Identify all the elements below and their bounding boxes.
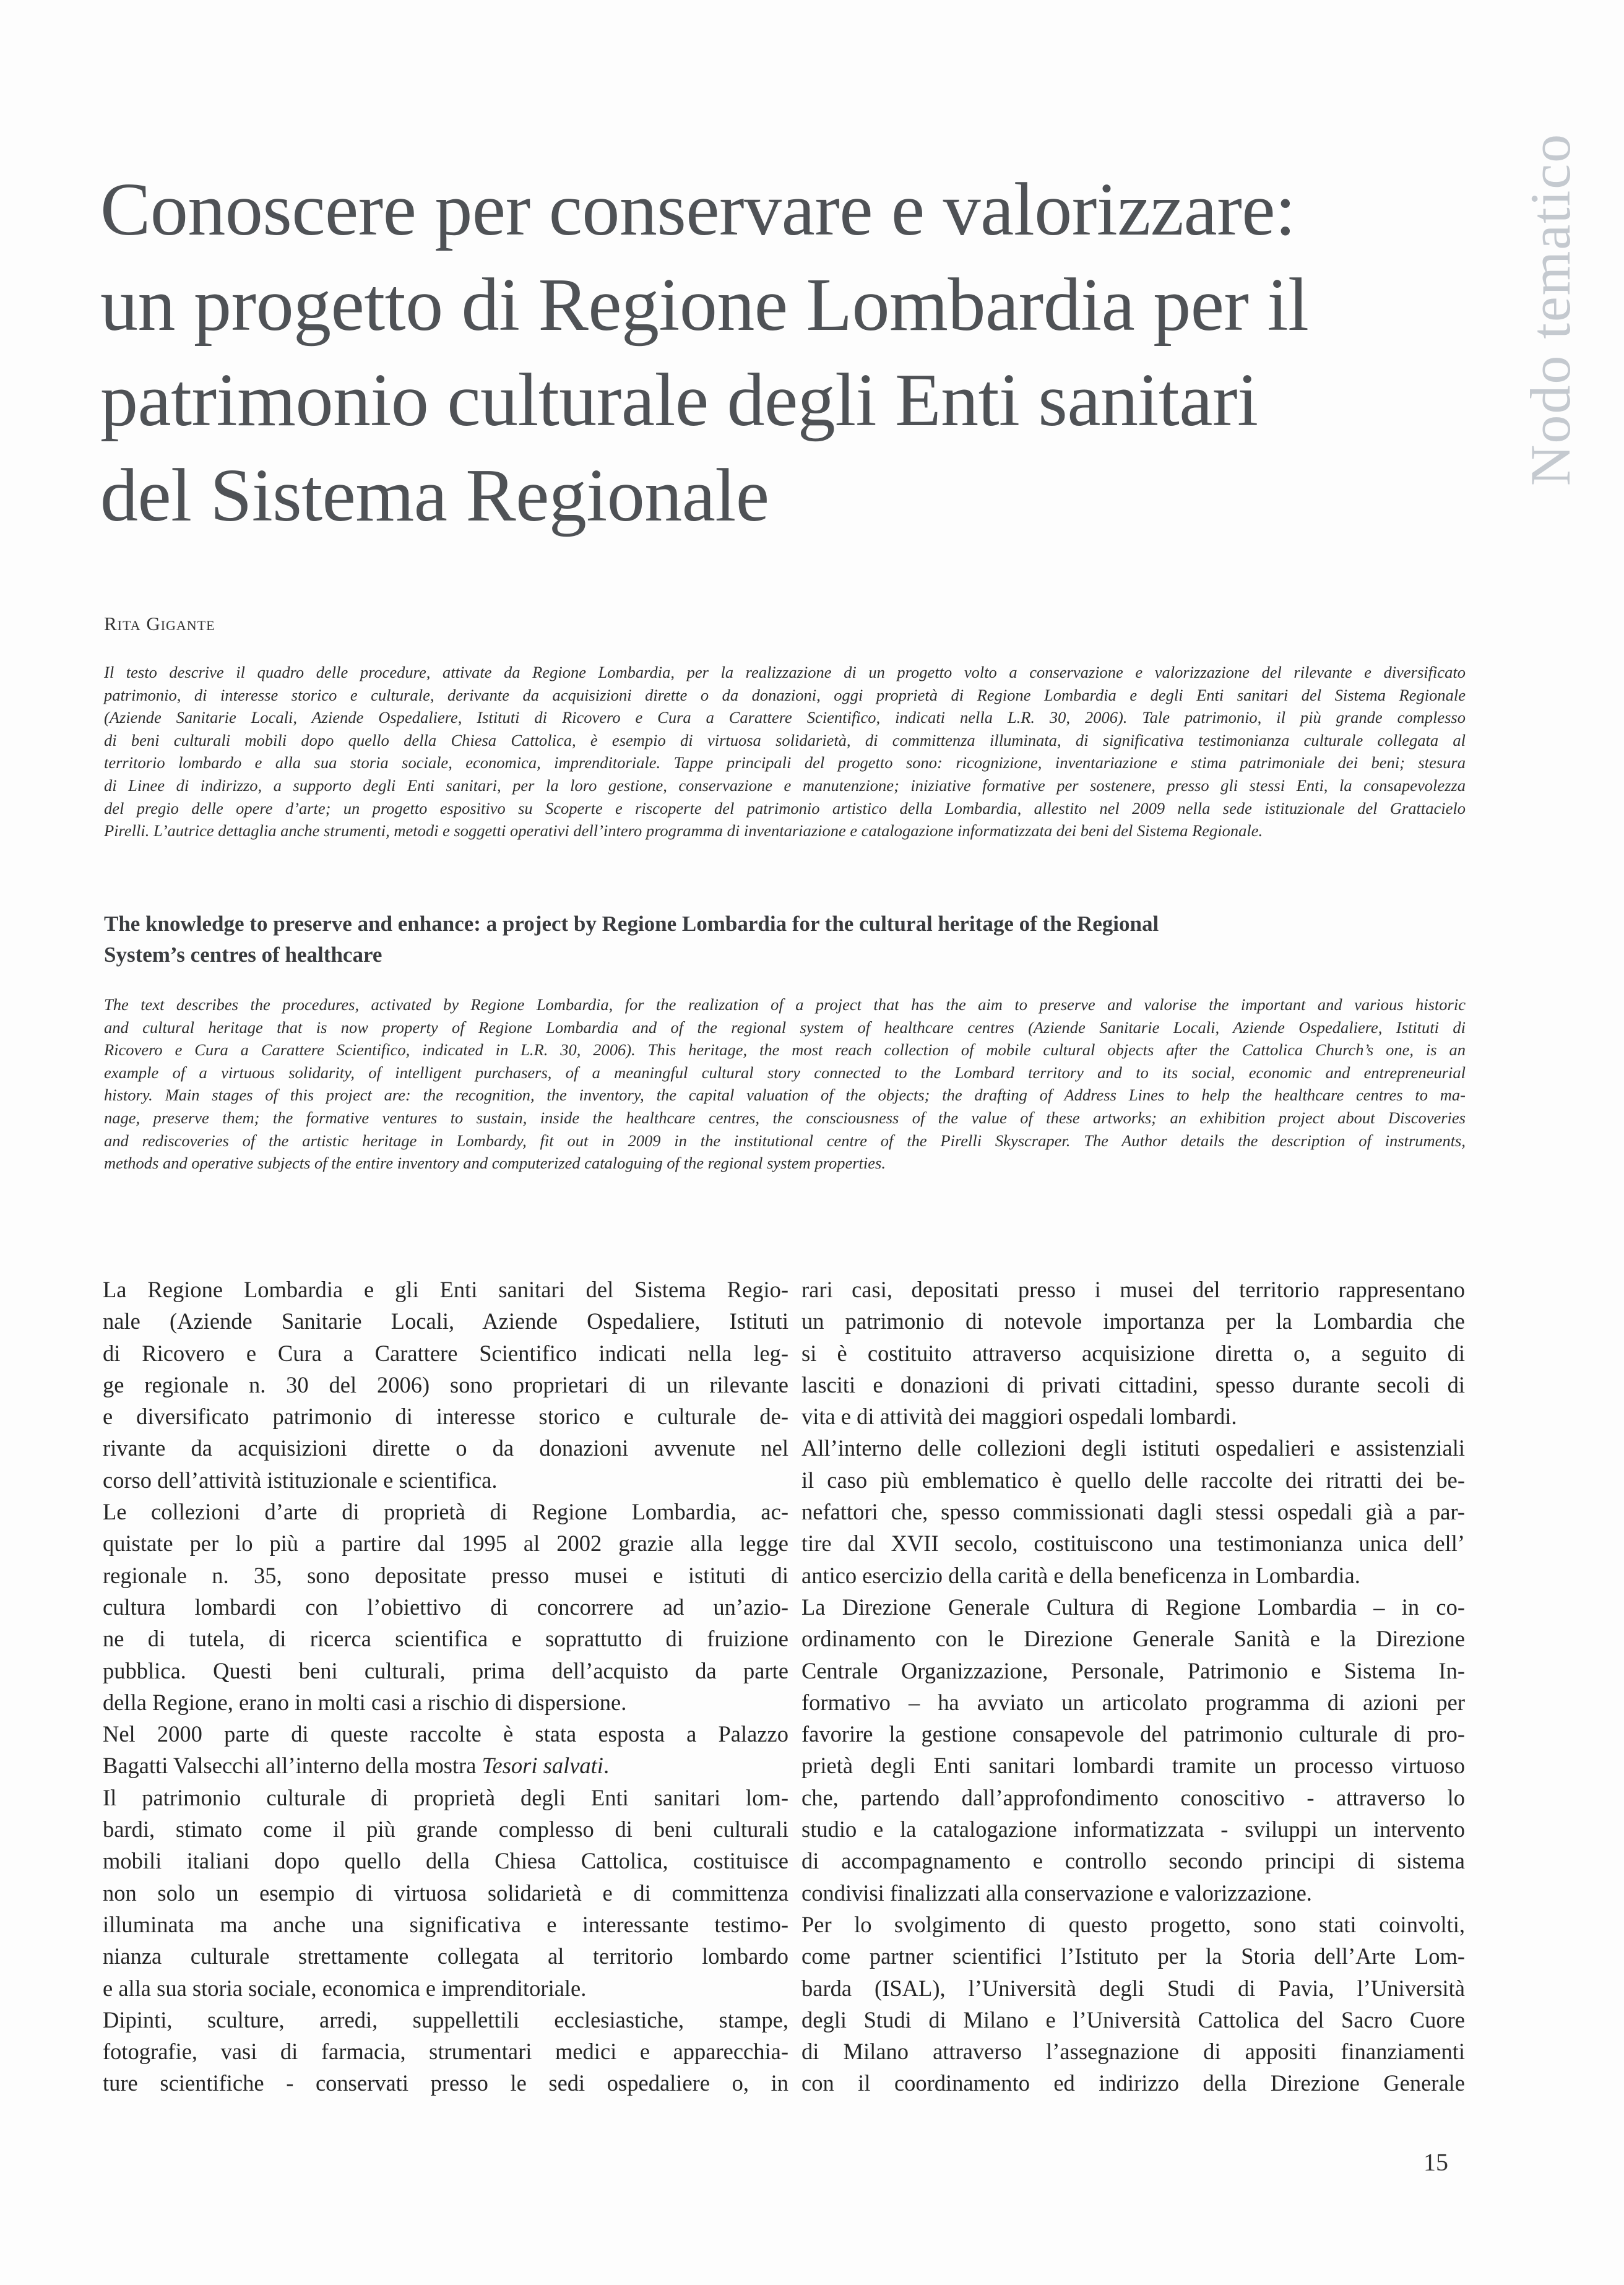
body-line bbox=[103, 1687, 788, 1718]
body-text: regionale n. 35, sono depositate presso musei e istituti di bbox=[103, 1562, 788, 1588]
body-line bbox=[801, 1813, 1465, 1845]
body-text: antico esercizio della carità e della beneficenza in Lombardia. bbox=[801, 1562, 1360, 1588]
body-text: nianza culturale strettamente collegata al territorio lombardo bbox=[103, 1943, 788, 1969]
body-line bbox=[801, 1750, 1465, 1781]
english-title bbox=[104, 909, 1466, 970]
body-line bbox=[801, 1687, 1465, 1718]
abstract-italian bbox=[104, 661, 1466, 842]
abstract-line: di Linee di indirizzo, a supporto degli Enti sanitari, per la loro gestione, conservazione e manutenzione; iniziative formative per sostenere, presso gli stessi Enti, la consapevolezza bbox=[104, 775, 1466, 795]
body-text: ture scientifiche - conservati presso le sedi ospedaliere o, in bbox=[103, 2070, 788, 2096]
section-tab-label: Nodo tematico bbox=[1519, 132, 1582, 486]
body-line bbox=[801, 1401, 1465, 1432]
title-line: patrimonio culturale degli Enti sanitari bbox=[100, 358, 1258, 442]
body-text: condivisi finalizzati alla conservazione e valorizzazione. bbox=[801, 1880, 1312, 1906]
title-line: un progetto di Regione Lombardia per il bbox=[100, 263, 1309, 347]
body-line bbox=[103, 2004, 788, 2036]
body-line bbox=[801, 1972, 1465, 2004]
abstract-line: Pirelli. L’autrice dettaglia anche strumenti, metodi e soggetti operativi dell’intero programma di inventariazione e catalogazione informatizzata dei beni del Sistema Regionale. bbox=[104, 821, 1263, 840]
body-text: nale (Aziende Sanitarie Locali, Aziende Ospedaliere, Istituti bbox=[103, 1308, 788, 1334]
body-text: rivante da acquisizioni dirette o da donazioni avvenute nel bbox=[103, 1435, 788, 1461]
body-line bbox=[801, 1464, 1465, 1496]
body-text: All’interno delle collezioni degli istituti ospedalieri e assistenziali bbox=[801, 1435, 1465, 1461]
body-text: La Direzione Generale Cultura di Regione Lombardia – in co- bbox=[801, 1594, 1465, 1620]
body-line bbox=[103, 2036, 788, 2067]
body-line bbox=[103, 1845, 788, 1877]
body-line bbox=[103, 1496, 788, 1527]
body-line bbox=[103, 1401, 788, 1432]
abstract-line: and cultural heritage that is now property of Regione Lombardia and of the regional system of healthcare centres (Aziende Sanitarie Locali, Aziende Ospedaliere, Istituti di bbox=[104, 1017, 1466, 1037]
body-text: di accompagnamento e controllo secondo principi di sistema bbox=[801, 1848, 1465, 1874]
body-line bbox=[103, 1718, 788, 1750]
body-line bbox=[103, 1464, 788, 1496]
abstract-line: The text describes the procedures, activated by Regione Lombardia, for the realization of a project that has the aim to preserve and valorise the important and various historic bbox=[104, 995, 1466, 1014]
abstract-line: del pregio delle opere d’arte; un progetto espositivo su Scoperte e riscoperte del patrimonio artistico della Lombardia, allestito nel 2009 nella sede istituzionale del Grattacielo bbox=[104, 798, 1466, 818]
body-text: e alla sua storia sociale, economica e imprenditoriale. bbox=[103, 1975, 587, 2001]
body-text: Nel 2000 parte di queste raccolte è stata esposta a Palazzo bbox=[103, 1721, 788, 1747]
body-line bbox=[103, 1305, 788, 1337]
body-text: ge regionale n. 30 del 2006) sono proprietari di un rilevante bbox=[103, 1371, 788, 1397]
body-line bbox=[103, 1655, 788, 1687]
body-line bbox=[103, 2067, 788, 2099]
body-line bbox=[801, 1623, 1465, 1654]
body-line bbox=[801, 1591, 1465, 1623]
abstract-line: example of a virtuous solidarity, of intelligent purchasers, of a meaningful cultural story connected to the Lombard territory and to its social, economic and entrepreneurial bbox=[104, 1063, 1466, 1082]
body-line bbox=[103, 1940, 788, 1972]
body-line bbox=[801, 1718, 1465, 1750]
author-name: Rita Gigante bbox=[104, 613, 215, 634]
body-text: Bagatti Valsecchi all’interno della mostra bbox=[103, 1753, 482, 1779]
body-text: Il patrimonio culturale di proprietà degli Enti sanitari lom- bbox=[103, 1784, 788, 1810]
body-line bbox=[801, 1782, 1465, 1813]
body-text: formativo – ha avviato un articolato programma di azioni per bbox=[801, 1689, 1465, 1715]
abstract-line: nage, preserve them; the formative ventures to sustain, inside the healthcare centres, the consciousness of the value of these artworks; an exhibition project about Discoveries bbox=[104, 1108, 1466, 1127]
body-line bbox=[103, 1750, 788, 1781]
abstract-line: history. Main stages of this project are: the recognition, the inventory, the capital valuation of the objects; the drafting of Address Lines to help the healthcare centres to ma- bbox=[104, 1086, 1466, 1105]
body-line bbox=[801, 1940, 1465, 1972]
body-text: e diversificato patrimonio di interesse storico e culturale de- bbox=[103, 1404, 788, 1430]
body-text: ne di tutela, di ricerca scientifica e soprattutto di fruizione bbox=[103, 1626, 788, 1652]
body-text: Per lo svolgimento di questo progetto, sono stati coinvolti, bbox=[801, 1911, 1465, 1937]
body-text: Le collezioni d’arte di proprietà di Regione Lombardia, ac- bbox=[103, 1499, 788, 1525]
body-text: si è costituito attraverso acquisizione diretta o, a seguito di bbox=[801, 1340, 1465, 1366]
body-line bbox=[103, 1369, 788, 1401]
abstract-english bbox=[104, 993, 1466, 1175]
body-line bbox=[103, 1877, 788, 1909]
body-text: lasciti e donazioni di privati cittadini, spesso durante secoli di bbox=[801, 1371, 1465, 1397]
body-text: tire dal XVII secolo, costituiscono una testimonianza unica dell’ bbox=[801, 1531, 1465, 1557]
abstract-line: patrimonio, di interesse storico e culturale, derivante da acquisizioni dirette o da donazioni, oggi proprietà di Regione Lombardia e degli Enti sanitari del Sistema Regionale bbox=[104, 685, 1466, 704]
body-line bbox=[801, 1845, 1465, 1877]
abstract-line: di beni culturali mobili dopo quello della Chiesa Cattolica, è esempio di virtuosa solidarietà, di committenza illuminata, di significativa testimonianza culturale collegata al bbox=[104, 730, 1466, 749]
title-line: del Sistema Regionale bbox=[100, 454, 769, 537]
page-number: 15 bbox=[1423, 2148, 1448, 2176]
abstract-line: territorio lombardo e alla sua storia sociale, economica, imprenditoriale. Tappe principali del progetto sono: ricognizione, inventariazione e stima patrimoniale dei beni; stesura bbox=[104, 753, 1466, 772]
article-title bbox=[100, 162, 1480, 543]
abstract-line: Ricovero e Cura a Carattere Scientifico, indicated in L.R. 30, 2006). This heritage, the most reach collection of mobile cultural objects after the Cattolica Church’s one, is an bbox=[104, 1040, 1466, 1060]
body-line bbox=[801, 1274, 1465, 1305]
body-line bbox=[103, 1432, 788, 1464]
body-text: bardi, stimato come il più grande complesso di beni culturali bbox=[103, 1816, 788, 1842]
body-text: barda (ISAL), l’Università degli Studi di Pavia, l’Università bbox=[801, 1975, 1465, 2001]
english-title-line: System’s centres of healthcare bbox=[104, 943, 382, 967]
body-text: che, partendo dall’approfondimento conoscitivo - attraverso lo bbox=[801, 1784, 1465, 1810]
body-text: studio e la catalogazione informatizzata - sviluppi un intervento bbox=[801, 1816, 1465, 1842]
body-text: con il coordinamento ed indirizzo della Direzione Generale bbox=[801, 2070, 1465, 2096]
body-text: degli Studi di Milano e l’Università Cattolica del Sacro Cuore bbox=[801, 2006, 1465, 2032]
body-line bbox=[801, 1496, 1465, 1527]
body-line bbox=[801, 2036, 1465, 2067]
body-text: un patrimonio di notevole importanza per la Lombardia che bbox=[801, 1308, 1465, 1334]
body-line bbox=[801, 1305, 1465, 1337]
body-line bbox=[801, 1337, 1465, 1369]
body-line bbox=[103, 1972, 788, 2004]
body-text: Dipinti, sculture, arredi, suppellettili ecclesiastiche, stampe, bbox=[103, 2006, 788, 2032]
body-line bbox=[103, 1813, 788, 1845]
body-line bbox=[801, 2004, 1465, 2036]
body-line bbox=[103, 1591, 788, 1623]
body-line bbox=[103, 1337, 788, 1369]
abstract-line: and rediscoveries of the artistic heritage in Lombardy, fit out in 2009 in the institutional centre of the Pirelli Skyscraper. The Author details the description of instruments, bbox=[104, 1131, 1466, 1150]
body-text: La Regione Lombardia e gli Enti sanitari del Sistema Regio- bbox=[103, 1277, 788, 1302]
body-line bbox=[103, 1782, 788, 1813]
english-title-line: The knowledge to preserve and enhance: a project by Regione Lombardia for the cultural heritage of the Regional bbox=[104, 912, 1159, 936]
body-text: cultura lombardi con l’obiettivo di concorrere ad un’azio- bbox=[103, 1594, 788, 1620]
body-line bbox=[801, 1432, 1465, 1464]
body-text: ordinamento con le Direzione Generale Sanità e la Direzione bbox=[801, 1626, 1465, 1652]
body-text: nefattori che, spesso commissionati dagli stessi ospedali già a par- bbox=[801, 1499, 1465, 1525]
body-text: quistate per lo più a partire dal 1995 al 2002 grazie alla legge bbox=[103, 1531, 788, 1557]
abstract-line: methods and operative subjects of the entire inventory and computerized cataloguing of the regional system properties. bbox=[104, 1154, 886, 1173]
body-text: Centrale Organizzazione, Personale, Patrimonio e Sistema In- bbox=[801, 1657, 1465, 1683]
body-line bbox=[103, 1623, 788, 1654]
body-text: di Ricovero e Cura a Carattere Scientifico indicati nella leg- bbox=[103, 1340, 788, 1366]
body-line bbox=[801, 1877, 1465, 1909]
abstract-line: (Aziende Sanitarie Locali, Aziende Ospedaliere, Istituti di Ricovero e Cura a Carattere Scientifico, indicati nella L.R. 30, 2006). Tale patrimonio, il più grande complesso bbox=[104, 708, 1466, 727]
body-line bbox=[801, 2067, 1465, 2099]
body-text: pubblica. Questi beni culturali, prima dell’acquisto da parte bbox=[103, 1657, 788, 1683]
body-text: corso dell’attività istituzionale e scientifica. bbox=[103, 1467, 498, 1493]
body-line bbox=[801, 1655, 1465, 1687]
body-line bbox=[103, 1560, 788, 1591]
body-text-punct: . bbox=[603, 1753, 610, 1779]
body-text: come partner scientifici l’Istituto per la Storia dell’Arte Lom- bbox=[801, 1943, 1465, 1969]
body-column-right bbox=[801, 1274, 1465, 2099]
title-line: Conoscere per conservare e valorizzare: bbox=[100, 168, 1296, 251]
body-line bbox=[801, 1560, 1465, 1591]
body-text: illuminata ma anche una significativa e interessante testimo- bbox=[103, 1911, 788, 1937]
body-line bbox=[801, 1909, 1465, 1940]
exhibition-title: Tesori salvati bbox=[482, 1753, 603, 1779]
body-text: rari casi, depositati presso i musei del territorio rappresentano bbox=[801, 1277, 1465, 1302]
section-tab bbox=[1498, 93, 1603, 526]
body-text: prietà degli Enti sanitari lombardi tramite un processo virtuoso bbox=[801, 1753, 1465, 1779]
body-text: fotografie, vasi di farmacia, strumentari medici e apparecchia- bbox=[103, 2039, 788, 2065]
body-line bbox=[103, 1909, 788, 1940]
body-text: di Milano attraverso l’assegnazione di appositi finanziamenti bbox=[801, 2039, 1465, 2065]
body-text: non solo un esempio di virtuosa solidarietà e di committenza bbox=[103, 1880, 788, 1906]
body-text: vita e di attività dei maggiori ospedali lombardi. bbox=[801, 1404, 1237, 1430]
body-line bbox=[801, 1369, 1465, 1401]
body-text: della Regione, erano in molti casi a rischio di dispersione. bbox=[103, 1689, 627, 1715]
body-line bbox=[801, 1527, 1465, 1559]
body-column-left bbox=[103, 1274, 788, 2099]
abstract-line: Il testo descrive il quadro delle procedure, attivate da Regione Lombardia, per la realizzazione di un progetto volto a conservazione e valorizzazione del rilevante e diversificato bbox=[104, 663, 1466, 681]
body-line bbox=[103, 1274, 788, 1305]
body-text: mobili italiani dopo quello della Chiesa Cattolica, costituisce bbox=[103, 1848, 788, 1874]
body-line bbox=[103, 1527, 788, 1559]
body-text: favorire la gestione consapevole del patrimonio culturale di pro- bbox=[801, 1721, 1465, 1747]
body-text: il caso più emblematico è quello delle raccolte dei ritratti dei be- bbox=[801, 1467, 1465, 1493]
